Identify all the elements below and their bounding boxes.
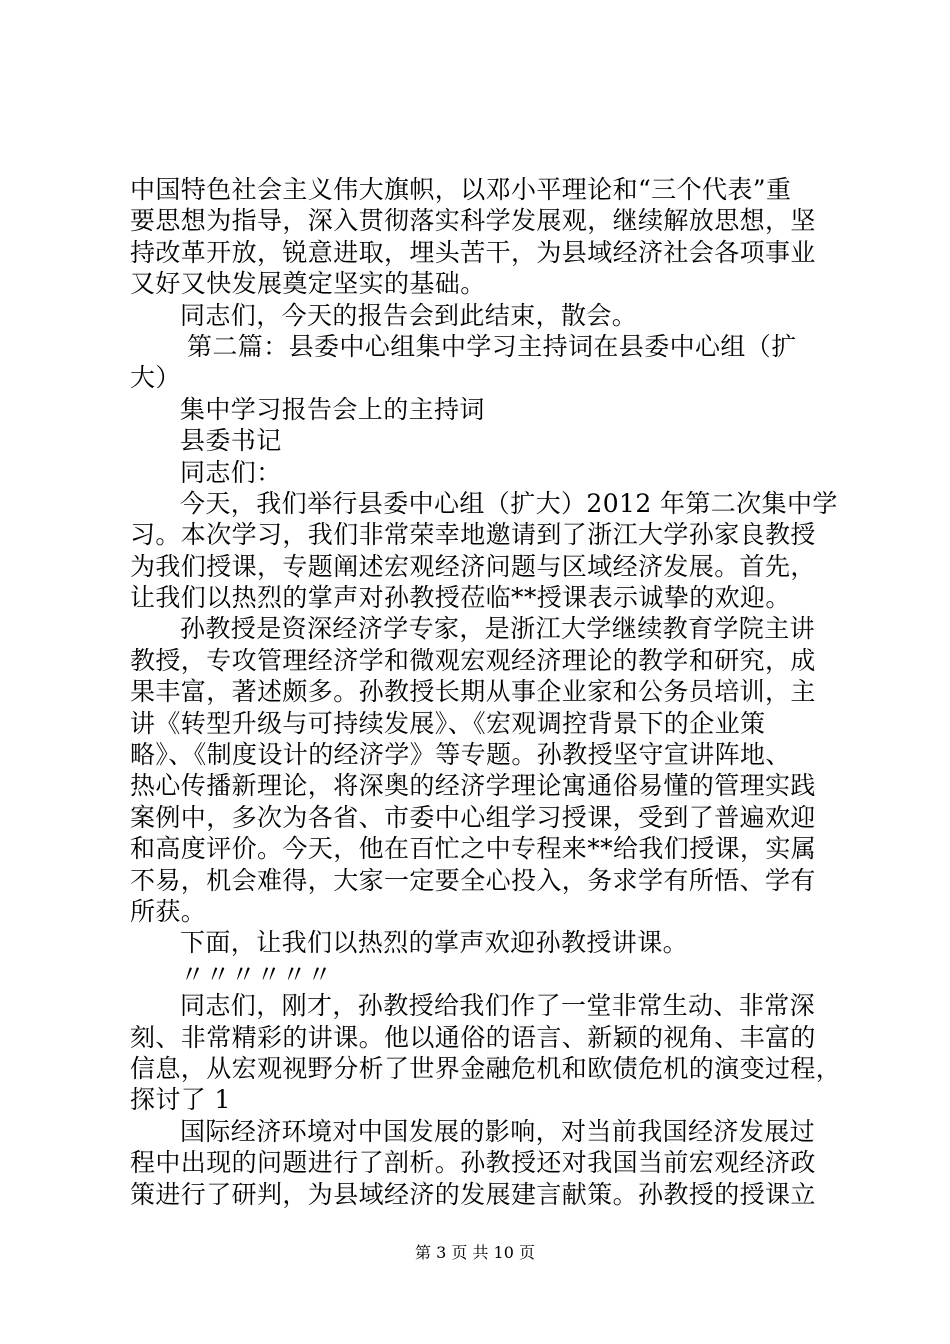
text-line: 同志们： — [180, 457, 282, 487]
text-line: 为我们授课，专题阐述宏观经济问题与区域经济发展。首先， — [130, 551, 816, 581]
text-line: 教授，专攻管理经济学和微观宏观经济理论的教学和研究，成 — [130, 645, 816, 675]
text-line: 孙教授是资深经济学专家，是浙江大学继续教育学院主讲 — [180, 614, 816, 644]
text-line: 集中学习报告会上的主持词 — [180, 394, 485, 424]
text-line: 和高度评价。今天，他在百忙之中专程来**给我们授课，实属 — [130, 834, 817, 864]
document-body — [130, 174, 842, 1210]
text-line: 案例中，多次为各省、市委中心组学习授课，受到了普遍欢迎 — [130, 802, 816, 832]
text-line: 下面，让我们以热烈的掌声欢迎孙教授讲课。 — [180, 928, 689, 958]
text-line: 要思想为指导，深入贯彻落实科学发展观，继续解放思想，坚 — [130, 206, 816, 236]
text-line: 同志们，刚才，孙教授给我们作了一堂非常生动、非常深 — [180, 991, 816, 1021]
page-footer: 第 3 页 共 10 页 — [415, 1243, 535, 1262]
text-line: 中国特色社会主义伟大旗帜，以邓小平理论和“三个代表”重 — [130, 175, 792, 204]
text-line: 大） — [130, 363, 181, 393]
text-line: 第二篇：县委中心组集中学习主持词在县委中心组（扩 — [187, 331, 797, 361]
text-line: 程中出现的问题进行了剖析。孙教授还对我国当前宏观经济政 — [130, 1148, 816, 1178]
text-line: 刻、非常精彩的讲课。他以通俗的语言、新颖的视角、丰富的 — [130, 1022, 816, 1052]
text-line: 策进行了研判，为县域经济的发展建言献策。孙教授的授课立 — [130, 1179, 816, 1209]
text-line: 果丰富，著述颇多。孙教授长期从事企业家和公务员培训，主 — [130, 677, 816, 707]
text-line: 讲《转型升级与可持续发展》、《宏观调控背景下的企业策 — [130, 708, 766, 738]
text-line: 同志们，今天的报告会到此结束，散会。 — [180, 300, 638, 330]
text-line: 不易，机会难得，大家一定要全心投入，务求学有所悟、学有 — [130, 865, 816, 895]
text-line: 〃〃〃〃〃〃 — [180, 959, 333, 989]
text-line: 习。本次学习，我们非常荣幸地邀请到了浙江大学孙家良教授 — [130, 520, 816, 550]
text-line: 县委书记 — [180, 426, 282, 456]
text-line: 信息，从宏观视野分析了世界金融危机和欧债危机的演变过程， — [130, 1053, 842, 1083]
text-line: 持改革开放，锐意进取，埋头苦干，为县域经济社会各项事业 — [130, 237, 816, 267]
text-line: 国际经济环境对中国发展的影响，对当前我国经济发展过 — [180, 1116, 816, 1146]
text-line: 探讨了 1 — [130, 1085, 231, 1115]
text-line: 今天，我们举行县委中心组（扩大）2012 年第二次集中学 — [180, 488, 838, 518]
text-line: 热心传播新理论，将深奥的经济学理论寓通俗易懂的管理实践 — [130, 771, 816, 801]
text-line: 所获。 — [130, 896, 207, 926]
text-line: 让我们以热烈的掌声对孙教授莅临**授课表示诚挚的欢迎。 — [130, 583, 791, 613]
text-line: 略》、《制度设计的经济学》等专题。孙教授坚守宣讲阵地、 — [130, 740, 791, 770]
text-line: 又好又快发展奠定坚实的基础。 — [130, 269, 486, 299]
